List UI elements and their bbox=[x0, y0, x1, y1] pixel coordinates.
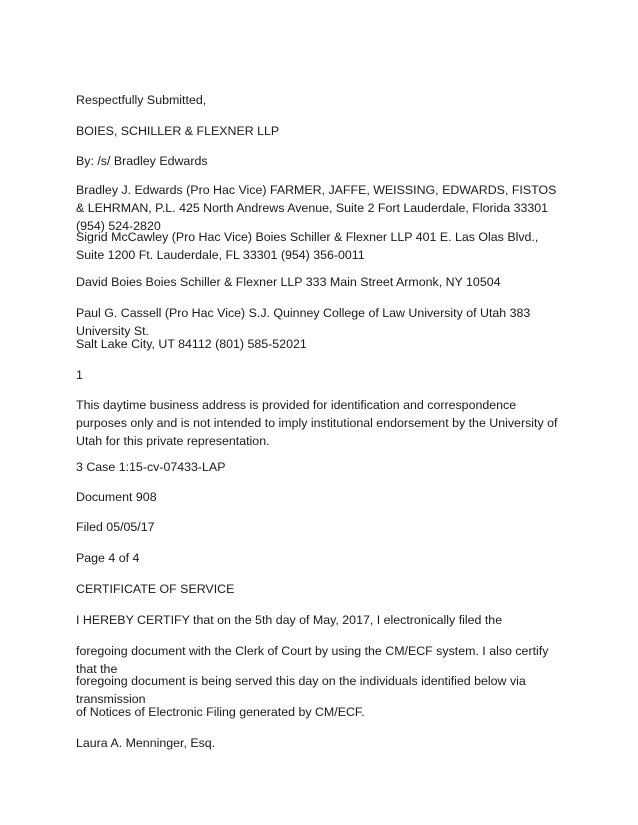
certify-line-4: of Notices of Electronic Filing generated by CM/ECF. bbox=[76, 705, 365, 719]
page-indicator: Page 4 of 4 bbox=[76, 551, 140, 565]
filed-date: Filed 05/05/17 bbox=[76, 520, 155, 534]
signature-line: By: /s/ Bradley Edwards bbox=[76, 154, 208, 168]
case-number: 3 Case 1:15-cv-07433-LAP bbox=[76, 460, 226, 474]
respectfully-submitted: Respectfully Submitted, bbox=[76, 93, 207, 107]
counsel-boies: David Boies Boies Schiller & Flexner LLP 333 Main Street Armonk, NY 10504 bbox=[76, 275, 501, 289]
document-number: Document 908 bbox=[76, 490, 157, 504]
certify-line-3: foregoing document is being served this day on the individuals identified below via transmission bbox=[76, 674, 526, 706]
counsel-edwards: Bradley J. Edwards (Pro Hac Vice) FARMER, JAFFE, WEISSING, EDWARDS, FISTOS & LEHRMAN, P.L. 425 North Andrews Avenue, Suite 2 Fort Lauderdale, Florida 33301 (954) 524-2820 bbox=[76, 183, 557, 233]
certify-line-1: I HEREBY CERTIFY that on the 5th day of May, 2017, I electronically filed the bbox=[76, 613, 503, 627]
recipient-menninger: Laura A. Menninger, Esq. bbox=[76, 736, 216, 750]
certify-line-2: foregoing document with the Clerk of Court by using the CM/ECF system. I also certify that the bbox=[76, 644, 549, 676]
firm-name: BOIES, SCHILLER & FLEXNER LLP bbox=[76, 124, 280, 138]
counsel-cassell-city: Salt Lake City, UT 84112 (801) 585-52021 bbox=[76, 337, 307, 351]
footnote-marker: 1 bbox=[76, 368, 83, 382]
counsel-cassell: Paul G. Cassell (Pro Hac Vice) S.J. Quinney College of Law University of Utah 383 University St. bbox=[76, 306, 531, 338]
certificate-heading: CERTIFICATE OF SERVICE bbox=[76, 582, 235, 596]
footnote-text: This daytime business address is provided for identification and correspondence purposes only and is not intended to imply institutional endorsement by the University of Utah for this private representation. bbox=[76, 398, 558, 448]
counsel-mccawley: Sigrid McCawley (Pro Hac Vice) Boies Schiller & Flexner LLP 401 E. Las Olas Blvd., Suite 1200 Ft. Lauderdale, FL 33301 (954) 356-0011 bbox=[76, 230, 539, 262]
